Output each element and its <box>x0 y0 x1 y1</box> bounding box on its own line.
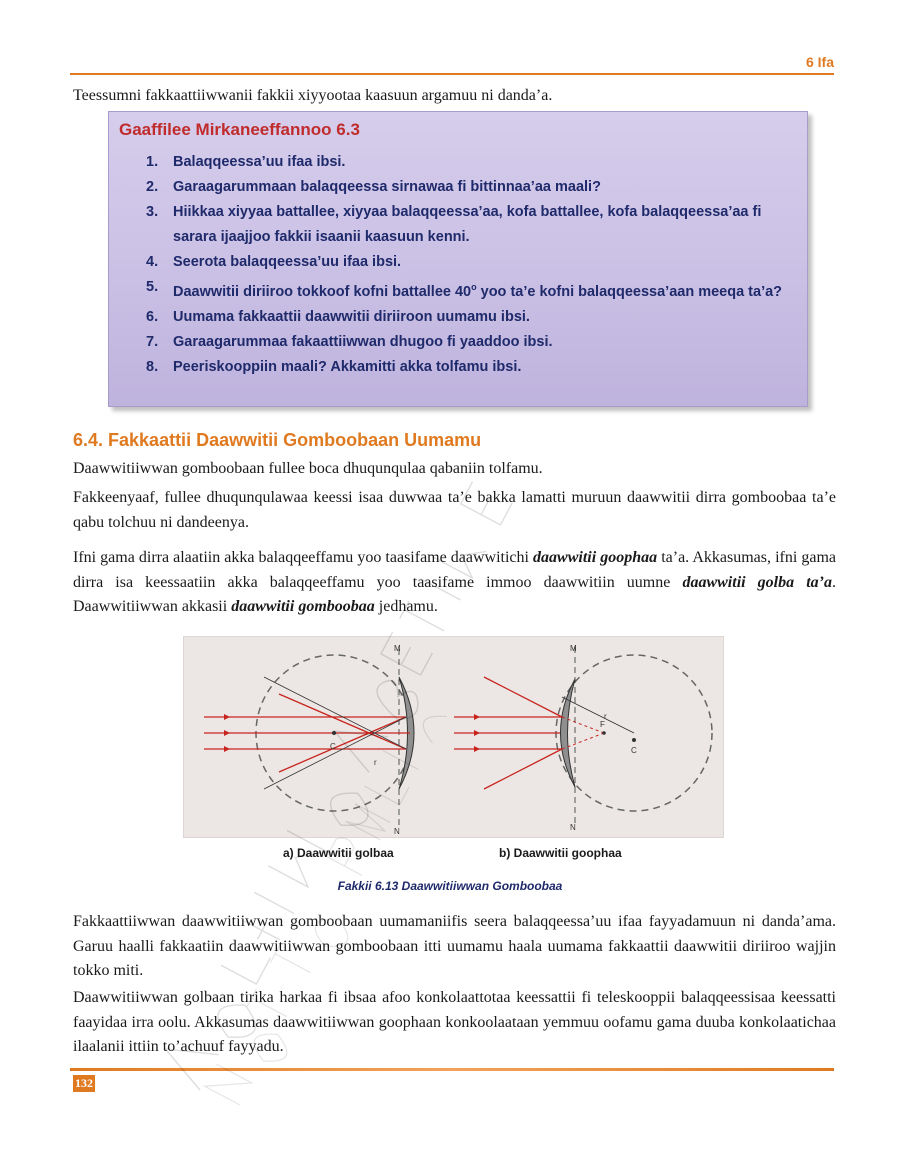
degree-superscript: o <box>471 282 477 292</box>
term-spherical-mirror: daawwitii gomboobaa <box>231 598 375 615</box>
paragraph-4: Fakkaattiiwwan daawwitiiwwan gomboobaan uumamaniifis seera balaqqeessa’uu ifaa fayyadamuun ni danda’ama. Garuu haalli fakkaatiin daawwitiiwwan gomboobaan itti uumamu haala uumama fakkaattii daawwitii diriiroo wajjin tokko miti. <box>73 913 836 979</box>
question-text-part: Daawwitii diriiroo tokkoof kofni battallee 40 <box>173 283 472 300</box>
question-text <box>173 275 786 305</box>
question-text: Garaagarummaa fakaattiiwwan dhugoo fi yaaddoo ibsi. <box>173 333 553 350</box>
concave-mirror-diagram <box>204 644 414 836</box>
virtual-ray <box>562 733 604 749</box>
arrow-head <box>474 746 480 752</box>
label-m: M <box>570 644 577 653</box>
section-title: 6.4. Fakkaattii Daawwitii Gomboobaan Uumamu <box>73 430 482 450</box>
intro-text: Teessumni fakkaattiiwwanii fakkii xiyyootaa kaasuun argamuu ni danda’a. <box>73 87 553 104</box>
arrow-head <box>224 730 230 736</box>
reflected-ray <box>484 677 562 717</box>
question-number: 7. <box>146 333 159 350</box>
paragraph-5: Daawwitiiwwan golbaan tirika harkaa fi ibsaa afoo konkolaattotaa keessattii fi teleskooppii balaqqeessisaa keessatti faayidaa irra oolu. Akkasumas daawwitiiwwan goophaan konkoolaataan yemmuu oofamu gama duuba konkolaatichaa ilaalanii ittiin to’achuuf fayyadu. <box>73 989 836 1055</box>
virtual-ray <box>562 717 604 733</box>
paragraph-3-part: . Daawwitiiwwan akkasii <box>73 573 837 615</box>
term-convex-mirror: daawwitii goophaa <box>533 549 658 566</box>
question-number: 5. <box>146 279 159 295</box>
question-text: Hiikkaa xiyyaa battallee, xiyyaa balaqqeessa’aa, kofa battallee, kofa balaqqeessa’aa fi sarara ijaajjoo fakkii isaanii kaasuun kenni. <box>173 204 762 245</box>
mirror-diagram <box>184 637 723 837</box>
reflected-ray <box>279 694 406 749</box>
paragraph-2: Fakkeenyaaf, fullee dhuqunqulawaa keessi isaa duwwaa ta’e bakka lamatti muruun daawwitii dirra gomboobaa ta’e qabu tolchuu ni dandeenya. <box>73 489 836 531</box>
label-r: r <box>374 758 377 767</box>
guide-line <box>562 697 634 733</box>
exercise-title: Gaaffilee Mirkaneeffannoo 6.3 <box>119 120 360 139</box>
label-m: M <box>394 644 401 653</box>
question-item <box>146 250 786 275</box>
chapter-label: 6 Ifa <box>805 54 834 70</box>
guide-line <box>264 677 406 749</box>
question-number: 8. <box>146 358 159 375</box>
term-concave-mirror: daawwitii golba ta’a <box>682 573 833 591</box>
center-point <box>632 738 636 742</box>
question-item <box>146 200 786 250</box>
question-item <box>146 275 786 305</box>
convex-mirror-shape <box>561 679 576 787</box>
paragraph-3 <box>73 546 836 620</box>
question-number: 4. <box>146 254 159 270</box>
footer-rule <box>70 1068 834 1071</box>
question-item <box>146 330 786 355</box>
question-item <box>146 175 786 200</box>
question-text: Uumama fakkaattii daawwitii diriiroon uumamu ibsi. <box>173 308 530 325</box>
question-text: Garaagarummaan balaqqeessa sirnawaa fi bittinnaa’aa maali? <box>173 179 601 195</box>
question-number: 6. <box>146 308 159 325</box>
paragraph-3-part: ta’a. Akkasumas, ifni gama dirra isa keessaatiin akka balaqqeeffamu yoo taasifame immoo daawwitiin uumne <box>73 549 836 591</box>
arrow-head <box>474 730 480 736</box>
header-rule <box>70 73 834 75</box>
question-item <box>146 355 786 380</box>
mirror-figure <box>183 636 724 838</box>
question-item <box>146 305 786 330</box>
question-text: Balaqqeessa’uu ifaa ibsi. <box>173 154 346 170</box>
label-c: C <box>631 746 637 755</box>
page-number: 132 <box>75 1076 93 1090</box>
paragraph-3-part: Ifni gama dirra alaatiin akka balaqqeeffamu yoo taasifame daawwitichi <box>73 549 534 566</box>
question-text: Seerota balaqqeessa’uu ifaa ibsi. <box>173 254 402 270</box>
center-point <box>332 731 336 735</box>
reflected-ray <box>279 717 406 772</box>
focus-point <box>602 731 606 735</box>
question-list <box>146 150 786 380</box>
question-number: 2. <box>146 179 159 195</box>
guide-line <box>264 717 406 789</box>
question-number: 3. <box>146 204 159 220</box>
figure-caption: Fakkii 6.13 Daawwitiiwwan Gomboobaa <box>337 879 563 893</box>
figure-label-concave: a) Daawwitii golbaa <box>283 846 394 860</box>
paragraph-3-part: jedhamu. <box>374 598 438 615</box>
label-r: r <box>604 712 607 721</box>
label-f: F <box>600 720 605 729</box>
label-c: C <box>330 742 336 751</box>
label-n: N <box>394 827 400 836</box>
arrow-head <box>474 714 480 720</box>
question-number: 1. <box>146 154 159 170</box>
reflected-ray <box>484 749 562 789</box>
exercise-box <box>108 111 808 407</box>
question-item <box>146 150 786 175</box>
convex-mirror-diagram <box>454 644 712 832</box>
arrow-head <box>224 746 230 752</box>
question-text-part: yoo ta’e kofni balaqqeessa’aan meeqa ta’a? <box>476 283 783 300</box>
question-text: Peeriskooppiin maali? Akkamitti akka tolfamu ibsi. <box>173 358 522 375</box>
paragraph-1: Daawwitiiwwan gomboobaan fullee boca dhuqunqulaa qabaniin tolfamu. <box>73 460 543 477</box>
figure-label-convex: b) Daawwitii goophaa <box>499 846 622 860</box>
arrow-head <box>224 714 230 720</box>
label-n: N <box>570 823 576 832</box>
